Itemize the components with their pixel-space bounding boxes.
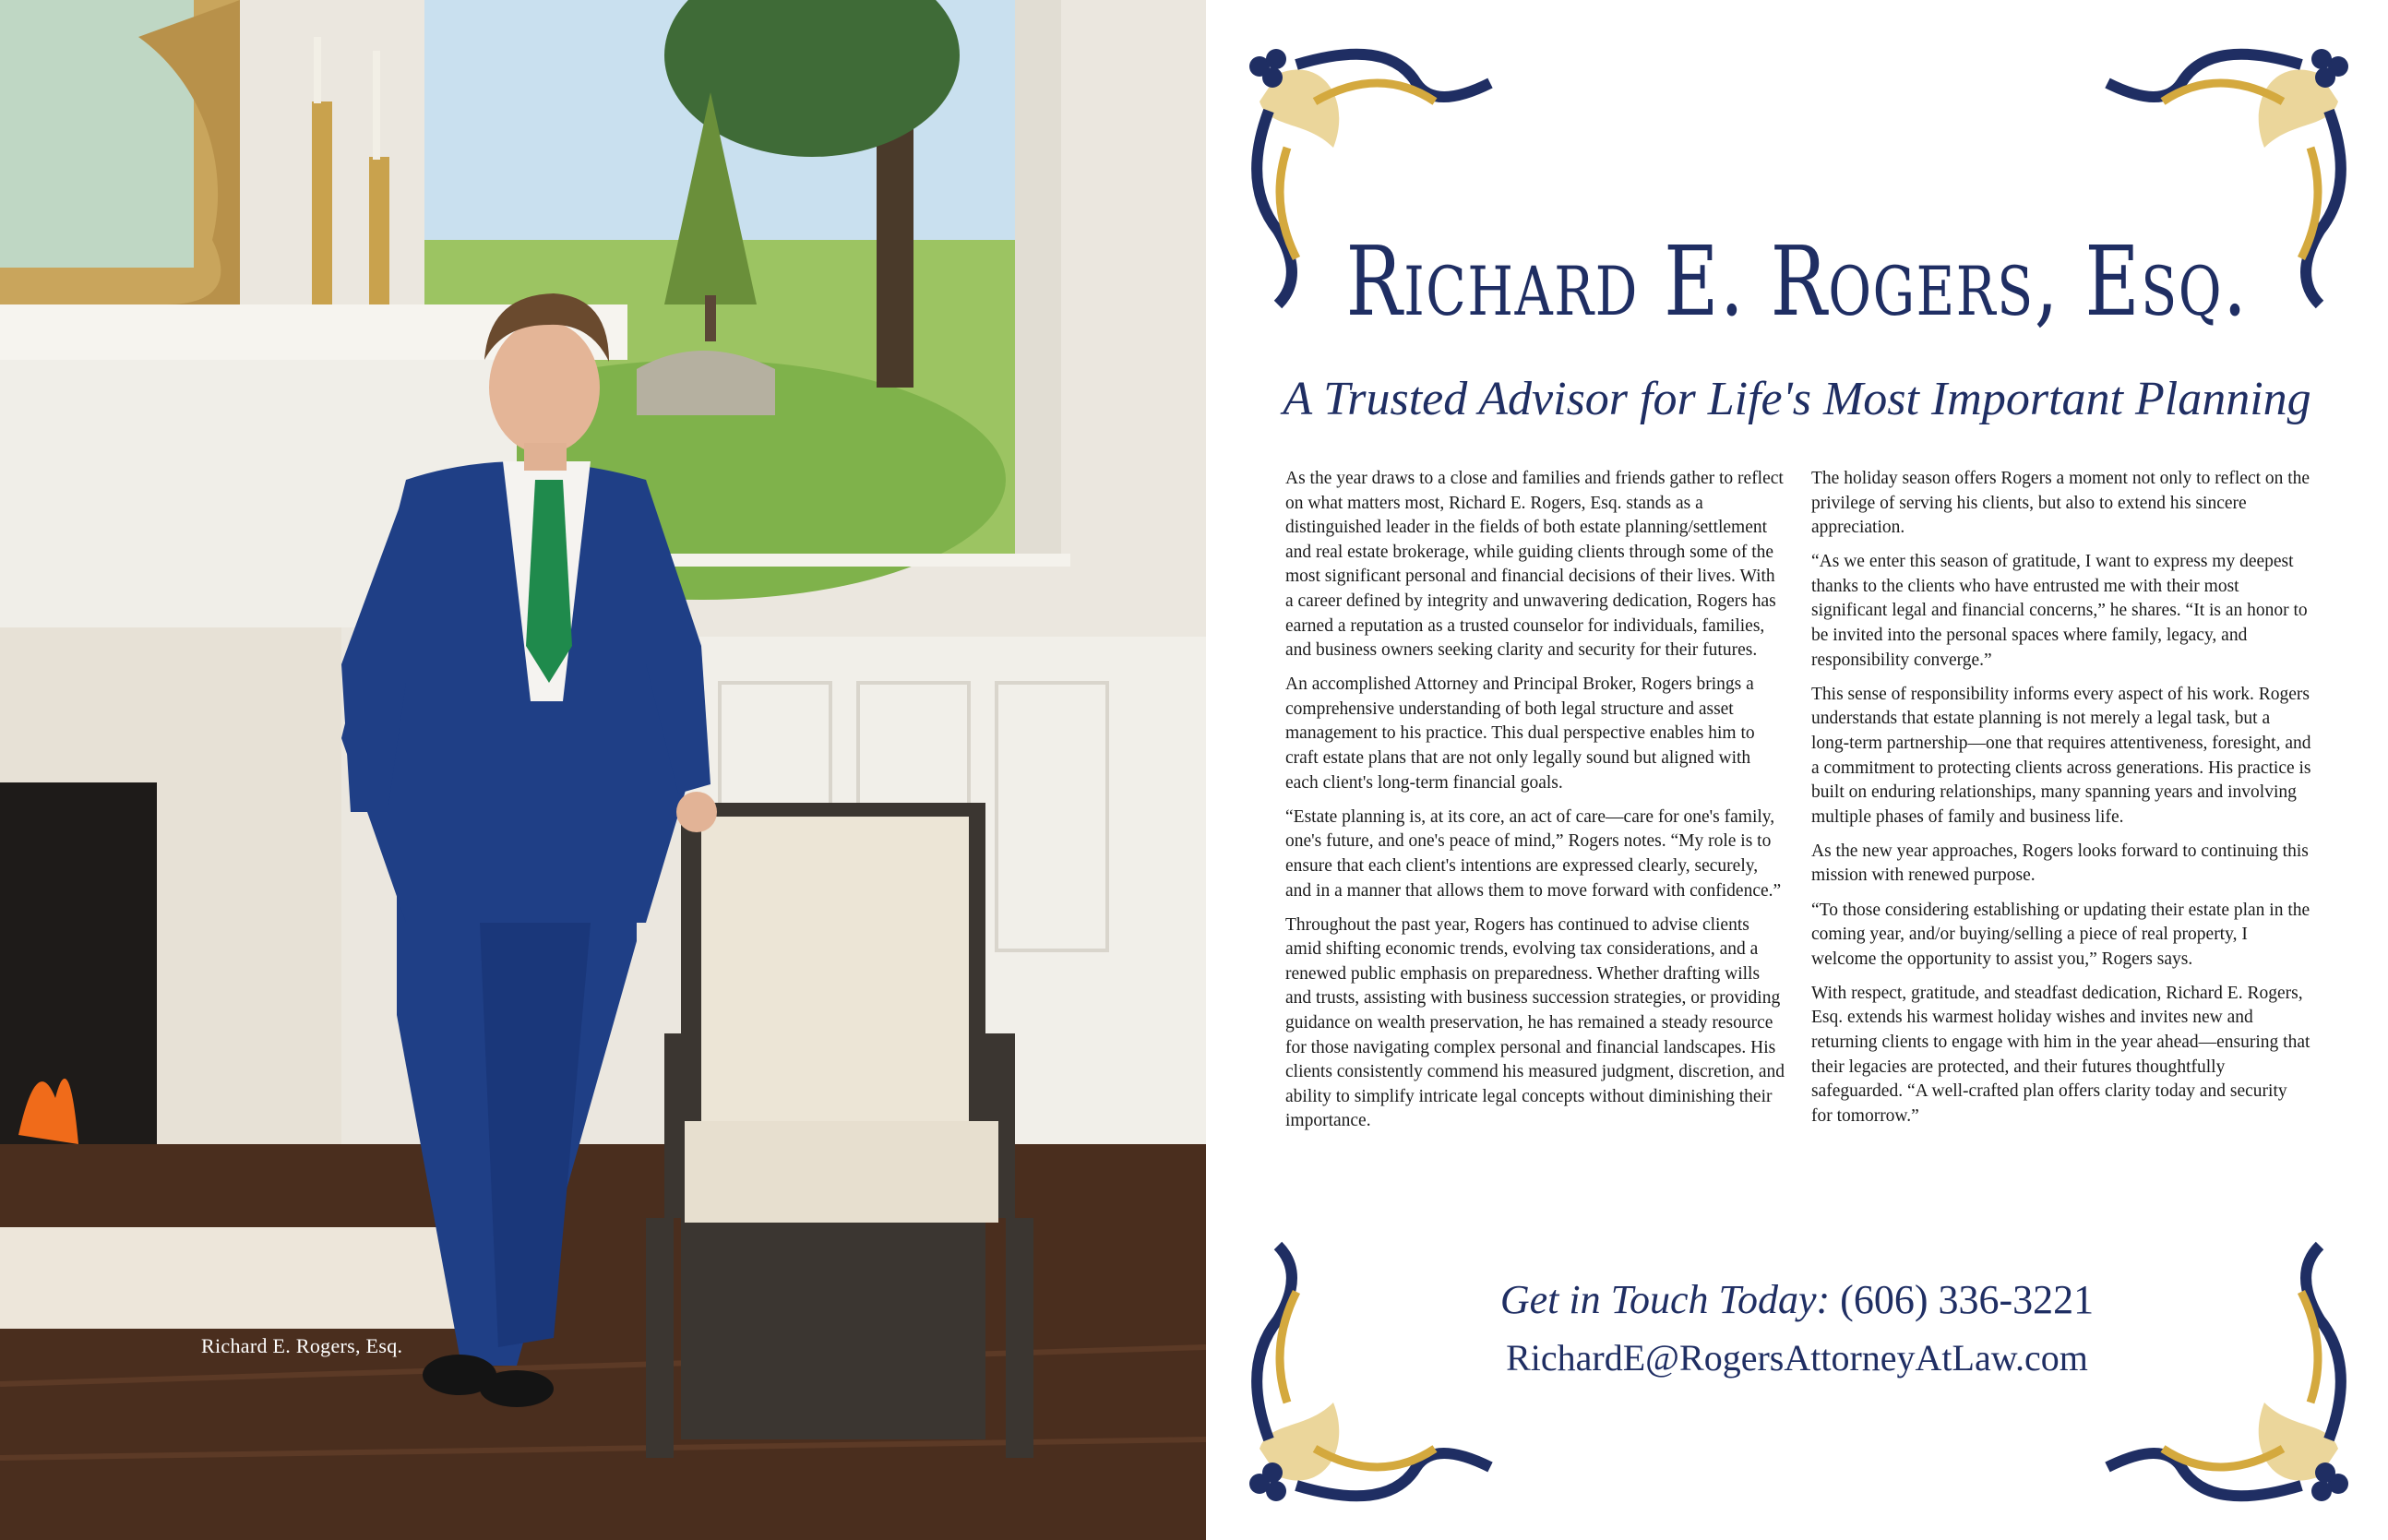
paragraph: The holiday season offers Rogers a moment not only to reflect on the privilege of serving his clients, but also to extend his sincere appreciation. — [1811, 469, 2310, 538]
paragraph: Throughout the past year, Rogers has continued to advise clients amid shifting economic trends, evolving tax considerations, and a renewed public emphasis on preparedness. Whether drafting wills and trusts, assisting with business succession strategies, or providing guidance on wealth preservation, he has remained a steady resource for those navigating complex personal and financial landscapes. His clients consistently commend his measured judgment, discretion, and ability to simplify intricate legal concepts without diminishing their importance. — [1285, 914, 1785, 1131]
paragraph: “To those considering establishing or updating their estate plan in the coming year, and/or buying/selling a piece of real property, I welcome the opportunity to assist you,” Rogers says. — [1811, 900, 2310, 969]
email-address[interactable]: RichardE@RogersAttorneyAtLaw.com — [1506, 1337, 2088, 1379]
paragraph: With respect, gratitude, and steadfast dedication, Richard E. Rogers, Esq. extends his warmest holiday wishes and invites new and returning clients to engage with him in the year ahead—ensuring that their legacies are protected, and their futures thoughtfully safeguarded. “A well-crafted plan offers clarity today and security for tomorrow.” — [1811, 983, 2310, 1126]
article-column-right — [1811, 467, 2311, 1139]
article-subtitle: A Trusted Advisor for Life's Most Important Planning — [1283, 373, 2311, 425]
paragraph: As the year draws to a close and families and friends gather to reflect on what matters most, Richard E. Rogers, Esq. stands as a distinguished leader in the fields of both estate planning/settlement and real estate brokerage, while guiding clients through some of the most significant personal and financial decisions of their lives. With a career defined by integrity and unwavering dedication, Rogers has earned a reputation as a trusted counselor for individuals, families, and business owners seeking clarity and security for their futures. — [1285, 469, 1784, 661]
article-column-left — [1285, 467, 1785, 1143]
contact-block — [1206, 1271, 2388, 1388]
paragraph: An accomplished Attorney and Principal Broker, Rogers brings a comprehensive understanding of both legal structure and asset management to his practice. This dual perspective enables him to craft estate plans that are not only legally sound but aligned with each client's long-term financial goals. — [1285, 674, 1755, 793]
contact-phone-line — [1206, 1271, 2388, 1329]
photo-caption: Richard E. Rogers, Esq. — [201, 1334, 403, 1357]
paragraph: “As we enter this season of gratitude, I want to express my deepest thanks to the clients who have entrusted me with their most significant legal and financial concerns,” he shares. “It is an honor to be invited into the personal spaces where family, legacy, and responsibility converge.” — [1811, 552, 2308, 670]
paragraph: This sense of responsibility informs every aspect of his work. Rogers understands that estate planning is not merely a legal task, but a long-term partnership—one that requires attentiveness, foresight, and a commitment to protecting clients across generations. His practice is built on enduring relationships, many spanning years and involving multiple phases of family and business life. — [1811, 684, 2311, 827]
article-title: Richard E. Rogers, Esq. — [1345, 225, 2249, 338]
contact-lead: Get in Touch Today: — [1499, 1277, 1831, 1322]
phone-number[interactable]: (606) 336-3221 — [1840, 1277, 2095, 1322]
paragraph: “Estate planning is, at its core, an act of care—care for one's family, one's future, and one's peace of mind,” Rogers notes. “My role is to ensure that each client's intentions are expressed clearly, securely, and in a manner that allows them to move forward with confidence.” — [1285, 806, 1782, 901]
article-page — [1206, 0, 2388, 1540]
paragraph: As the new year approaches, Rogers looks forward to continuing this mission with renewed purpose. — [1811, 841, 2309, 886]
